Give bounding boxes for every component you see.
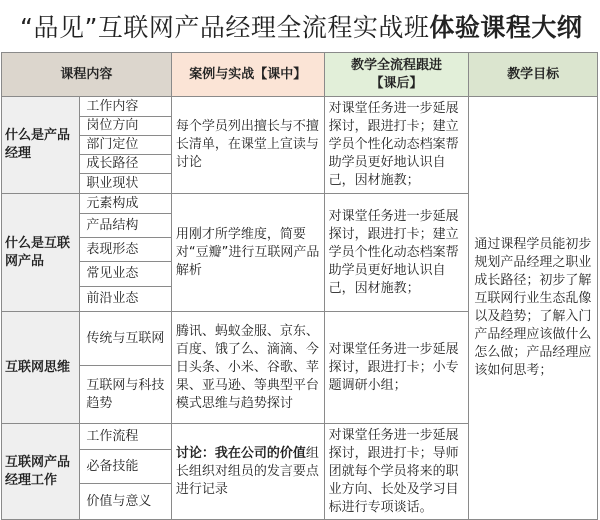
case-discussion-title: 讨论：我在公司的价值 [175,445,306,461]
section-item: 必备技能 [80,450,171,484]
section-name: 什么是互联网产品 [2,194,80,312]
section-item: 表现形态 [80,238,171,262]
section-name: 什么是产品经理 [2,97,80,194]
table-header-row [2,53,598,97]
header-follow-up-line1: 教学全流程跟进 [350,57,442,73]
follow-text: 对课堂任务进一步延展探讨，跟进打卡；导师团就每个学员将来的职业方向、长处及学习目标进行专项谈话。 [324,424,469,520]
section-item: 成长路径 [80,155,171,174]
section-item: 元素构成 [80,194,171,214]
section-item: 传统与互联网 [80,312,171,366]
section-item: 互联网与科技趋势 [80,366,171,424]
header-follow-up-line2: 【课后】 [370,75,423,91]
follow-text: 对课堂任务进一步延展探讨，跟进打卡；建立学员个性化动态档案帮助学员更好地认识自己，因材施教； [324,97,469,194]
section-item: 常见业态 [80,262,171,287]
section-item: 工作流程 [80,424,171,450]
course-outline-table [1,52,598,520]
case-text: 组长组织对组员的发言要点进行记录 [175,445,319,497]
section-name: 互联网产品经理工作 [2,424,80,520]
section-name: 互联网思维 [2,312,80,424]
section-item: 前沿业态 [80,287,171,312]
follow-text: 对课堂任务进一步延展探讨，跟进打卡；建立学员个性化动态档案帮助学员更好地认识自己，因材施教； [324,194,469,312]
section-item: 产品结构 [80,214,171,238]
header-course-content: 课程内容 [2,53,172,97]
header-case-practice: 案例与实战【课中】 [171,53,324,97]
teaching-goal-text: 通过课程学员能初步规划产品经理之职业成长路径；初步了解互联网行业生态乱像以及趋势；了解入门产品经理应该做什么怎么做；产品经理应该如何思考； [469,97,598,520]
section-item: 职业现状 [80,174,171,194]
page-title-prefix: “品见”互联网产品经理全流程实战班 [20,13,430,42]
page-title [0,0,600,52]
follow-text: 对课堂任务进一步延展探讨，跟进打卡；小专题调研小组； [324,312,469,424]
case-cell [171,424,324,520]
header-follow-up [324,53,469,97]
section-item: 价值与意义 [80,484,171,520]
section-item: 工作内容 [80,97,171,117]
case-text: 腾讯、蚂蚁金服、京东、百度、饿了么、滴滴、今日头条、小米、谷歌、苹果、亚马逊、等典型平台模式思维与趋势探讨 [171,312,324,424]
section-item: 岗位方向 [80,117,171,136]
case-text: 每个学员列出擅长与不擅长清单，在课堂上宣读与讨论 [171,97,324,194]
page-title-suffix: 体验课程大纲 [429,13,583,42]
case-text: 用刚才所学维度，简要对“豆瓣”进行互联网产品解析 [171,194,324,312]
section-item: 部门定位 [80,136,171,155]
table-row [2,97,598,117]
header-teaching-goal: 教学目标 [469,53,598,97]
